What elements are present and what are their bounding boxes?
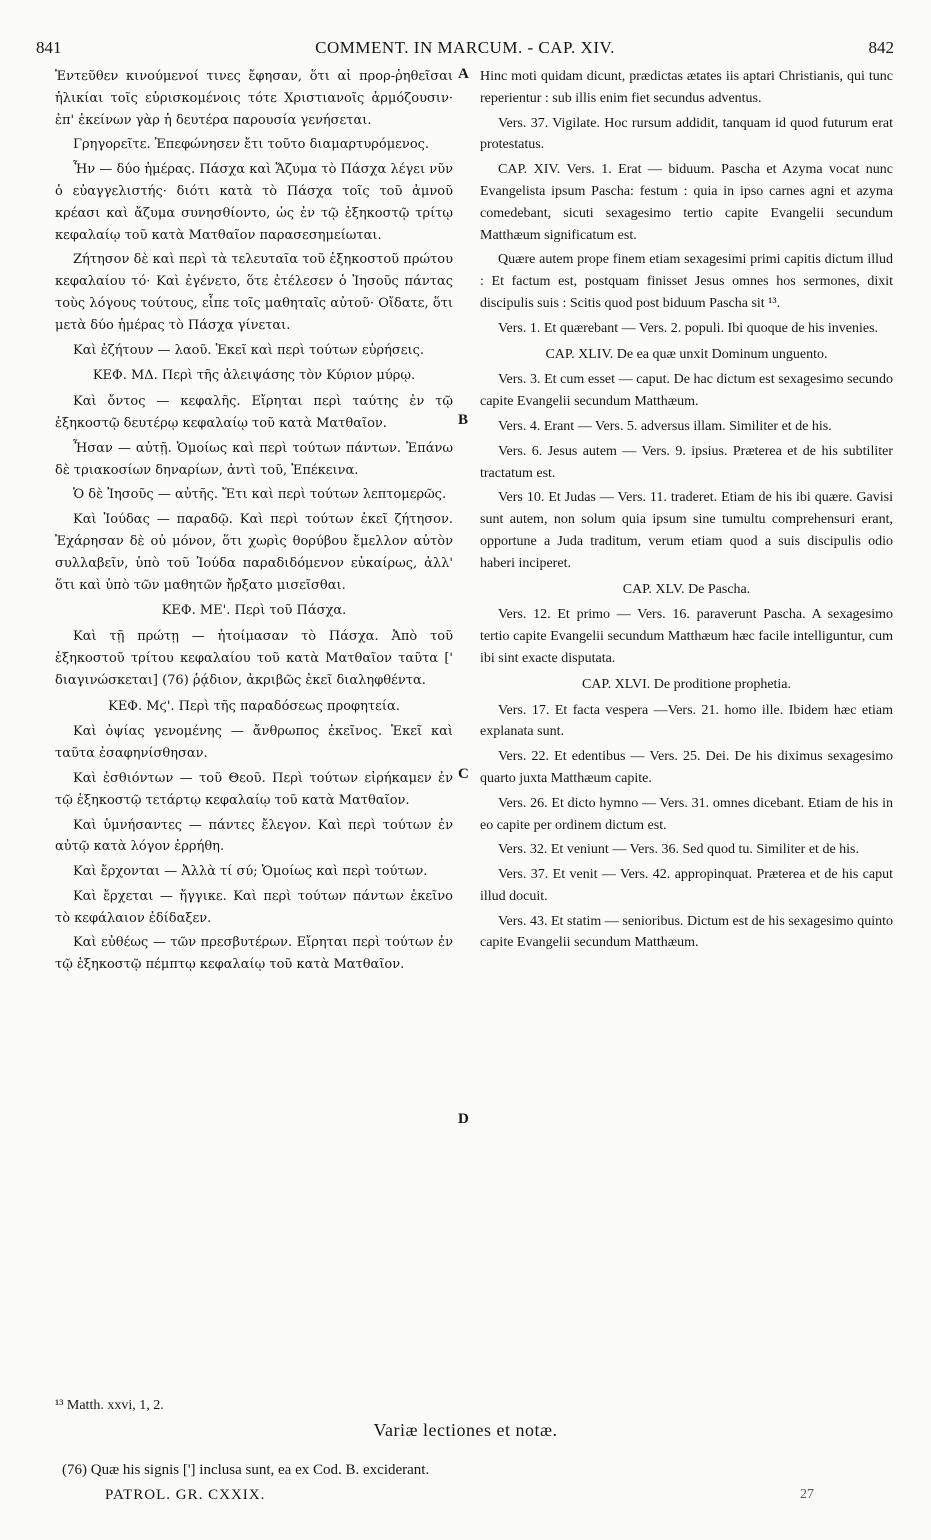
- footnote: ¹³ Matth. xxvi, 1, 2.: [55, 1398, 164, 1413]
- latin-paragraph: Quære autem prope finem etiam sexagesimi primi capitis dictum illud : Et factum est, postquam finisset Jesus omnes hos sermones, dixit discipulis suis : Scitis quod post biduum Pascha sit ¹³.: [480, 252, 893, 311]
- running-title: COMMENT. IN MARCUM. - CAP. XIV.: [315, 38, 615, 57]
- variae-lectiones-note: (76) Quæ his signis ['] inclusa sunt, ea ex Cod. B. exciderant.: [62, 1462, 430, 1478]
- greek-paragraph: Ἐντεῦθεν κινούμενοί τινες ἔφησαν, ὅτι αἱ προρ-ῥηθεῖσαι ἡλικίαι τοῖς εὑρισκομένοις τότε Χριστιανοῖς ἁρμόζουσιν· ἐπ' ἐκείνων γὰρ ἡ δευτέρα παρουσία γενήσεται.: [55, 69, 453, 128]
- greek-paragraph: Ὁ δὲ Ἰησοῦς — αὐτῆς. Ἔτι καὶ περὶ τούτων λεπτομερῶς.: [73, 487, 447, 503]
- patrologia-signature: PATROL. GR. CXXIX.: [105, 1487, 266, 1503]
- greek-paragraph: Καὶ Ἰούδας — παραδῷ. Καὶ περὶ τούτων ἐκεῖ ζήτησον. Ἐχάρησαν δὲ οὐ μόνον, ὅτι χωρὶς θορύβου ἔμελλον αὐτὸν συλλαβεῖν, ὑπὸ τοῦ Ἰούδα παραδιδόμενον εὐκαίρως, ἀλλ' ὅτι καὶ ὑπὸ τῶν μαθητῶν ἤρξατο μισεῖσθαι.: [55, 512, 453, 593]
- latin-paragraph: Vers. 32. Et veniunt — Vers. 36. Sed quod tu. Similiter et de his.: [498, 842, 859, 858]
- latin-column: [480, 66, 893, 957]
- margin-letter-d: D: [458, 1111, 469, 1127]
- greek-paragraph: Καὶ εὐθέως — τῶν πρεσβυτέρων. Εἴρηται περὶ τούτων ἐν τῷ ἑξηκοστῷ πέμπτῳ κεφαλαίῳ τοῦ κατὰ Ματθαῖον.: [55, 935, 453, 973]
- page-number-right: 842: [868, 38, 894, 57]
- greek-paragraph: Ἦσαν — αὐτῇ. Ὁμοίως καὶ περὶ τούτων πάντων. Ἐπάνω δὲ τριακοσίων δηναρίων, ἀντὶ τοῦ, Ἐπέκεινα.: [55, 440, 453, 478]
- variae-lectiones-title: Variæ lectiones et notæ.: [373, 1420, 558, 1440]
- latin-paragraph: CAP. XLV. De Pascha.: [622, 581, 751, 597]
- latin-paragraph: Vers. 4. Erant — Vers. 5. adversus illam. Similiter et de his.: [498, 418, 832, 434]
- latin-paragraph: Vers. 43. Et statim — senioribus. Dictum est de his sexagesimo quinto capite Evangelii secundum Matthæum.: [480, 913, 893, 951]
- latin-paragraph: Vers. 22. Et edentibus — Vers. 25. Dei. De his diximus sexagesimo quarto juxta Matthæum capite.: [480, 749, 893, 786]
- greek-paragraph: Καὶ τῇ πρώτῃ — ἡτοίμασαν τὸ Πάσχα. Ἀπὸ τοῦ ἑξηκοστοῦ τρίτου κεφαλαίου τοῦ κατὰ Ματθαῖον ταῦτα [' διαγινώσκεται] (76) ῥᾴδιον, ἀκριβῶς ἐκεῖ διαληφθέντα.: [55, 629, 453, 688]
- greek-paragraph: Καὶ ἐζήτουν — λαοῦ. Ἐκεῖ καὶ περὶ τούτων εὑρήσεις.: [73, 342, 425, 358]
- greek-paragraph: Ἦν — δύο ἡμέρας. Πάσχα καὶ Ἄζυμα τὸ Πάσχα λέγει νῦν ὁ εὐαγγελιστής· διότι κατὰ τὸ Πάσχα τοῖς τοῦ ἀμνοῦ κρέασι καὶ ἄζυμα συνησθίοντο, ὡς ἐν τῷ ἑξηκοστῷ τρίτῳ κεφαλαίῳ τοῦ κατὰ Ματθαῖον παρασεσημείωται.: [55, 162, 453, 243]
- greek-paragraph: Γρηγορεῖτε. Ἐπεφώνησεν ἔτι τοῦτο διαμαρτυρόμενος.: [73, 137, 430, 153]
- latin-paragraph: Vers. 37. Et venit — Vers. 42. appropinquat. Præterea et de his caput illud docuit.: [480, 867, 893, 904]
- greek-paragraph: Καὶ ὀψίας γενομένης — ἄνθρωπος ἐκεῖνος. Ἐκεῖ καὶ ταῦτα ἐσαφηνίσθησαν.: [55, 724, 453, 762]
- greek-column: [55, 66, 453, 979]
- latin-paragraph: CAP. XIV. Vers. 1. Erat — biduum. Pascha et Azyma vocat nunc Evangelista ipsum Pascha: festum : quia in ipso carnes agni et azyma comedebant, sicuti sexagesimo tertio capite Evangelii secundum Matthæum significatum est.: [480, 162, 893, 243]
- greek-paragraph: ΚΕΦ. Μϛ'. Περὶ τῆς παραδόσεως προφητεία.: [108, 698, 400, 714]
- greek-paragraph: ΚΕΦ. ΜΔ. Περὶ τῆς ἀλειψάσης τὸν Κύριον μύρῳ.: [92, 368, 416, 384]
- latin-paragraph: Hinc moti quidam dicunt, prædictas ætates iis aptari Christianis, qui tunc reperientur : sub illis enim fiet secundus adventus.: [480, 69, 893, 106]
- margin-letter-b: B: [458, 412, 469, 428]
- latin-paragraph: CAP. XLIV. De ea quæ unxit Dominum unguento.: [545, 346, 828, 362]
- greek-paragraph: Καὶ ὄντος — κεφαλῆς. Εἴρηται περὶ ταύτης ἐν τῷ ἑξηκοστῷ δευτέρῳ κεφαλαίῳ τοῦ κατὰ Ματθαῖον.: [55, 394, 453, 431]
- greek-paragraph: Καὶ ἐσθιόντων — τοῦ Θεοῦ. Περὶ τούτων εἰρήκαμεν ἐν τῷ ἑξηκοστῷ τετάρτῳ κεφαλαίῳ τοῦ κατὰ Ματθαῖον.: [55, 770, 453, 808]
- latin-paragraph: Vers. 17. Et facta vespera —Vers. 21. homo ille. Ibidem hæc etiam explanata sunt.: [480, 702, 893, 740]
- latin-paragraph: Vers. 26. Et dicto hymno — Vers. 31. omnes dicebant. Etiam de his in eo capite per ordinem dictum est.: [480, 795, 893, 833]
- latin-paragraph: Vers 10. Et Judas — Vers. 11. traderet. Etiam de his ibi quære. Gavisi sunt autem, non solum quia ipsum sine tumultu comprehensuri erant, opportune a Juda traditum, verum etiam quod a suis discipulis odio haberi inciperet.: [480, 490, 893, 571]
- greek-paragraph: Καὶ ἔρχονται — Ἀλλὰ τί σύ; Ὁμοίως καὶ περὶ τούτων.: [73, 864, 428, 880]
- latin-paragraph: Vers. 12. Et primo — Vers. 16. paraverunt Pascha. A sexagesimo tertio capite Evangelii secundum Matthæum hæc facile intelliguntur, cum ibi sint exacte disputata.: [480, 607, 893, 666]
- latin-paragraph: Vers. 1. Et quærebant — Vers. 2. populi. Ibi quoque de his invenies.: [498, 320, 879, 336]
- latin-paragraph: CAP. XLVI. De proditione prophetia.: [581, 676, 792, 692]
- page-number-left: 841: [36, 38, 62, 57]
- greek-paragraph: Καὶ ὑμνήσαντες — πάντες ἔλεγον. Καὶ περὶ τούτων ἐν αὐτῷ κατὰ λόγον ἐρρήθη.: [55, 817, 453, 855]
- running-header: [36, 38, 894, 64]
- greek-paragraph: ΚΕΦ. ΜΕ'. Περὶ τοῦ Πάσχα.: [161, 603, 347, 619]
- margin-letter-c: C: [458, 766, 469, 782]
- latin-paragraph: Vers. 6. Jesus autem — Vers. 9. ipsius. Præterea et de his subtiliter tractatum est.: [480, 443, 893, 481]
- latin-paragraph: Vers. 3. Et cum esset — caput. De hac dictum est sexagesimo secundo capite Evangelii secundum Matthæum.: [480, 372, 893, 410]
- latin-paragraph: Vers. 37. Vigilate. Hoc rursum addidit, tanquam id quod futurum erat protestatus.: [480, 115, 893, 153]
- margin-letter-a: A: [458, 66, 469, 82]
- greek-paragraph: Ζήτησον δὲ καὶ περὶ τὰ τελευταῖα τοῦ ἑξηκοστοῦ πρώτου κεφαλαίου τό· Καὶ ἐγένετο, ὅτε ἐτέλεσεν ὁ Ἰησοῦς πάντας τοὺς λόγους τούτους, εἶπε τοῖς μαθηταῖς αὐτοῦ· Οἴδατε, ὅτι μετὰ δύο ἡμέρας τὸ Πάσχα γίνεται.: [55, 252, 453, 333]
- printer-signature: 27: [800, 1487, 814, 1502]
- greek-paragraph: Καὶ ἔρχεται — ἤγγικε. Καὶ περὶ τούτων πάντων ἐκεῖνο τὸ κεφάλαιον ἐδίδαξεν.: [55, 888, 453, 926]
